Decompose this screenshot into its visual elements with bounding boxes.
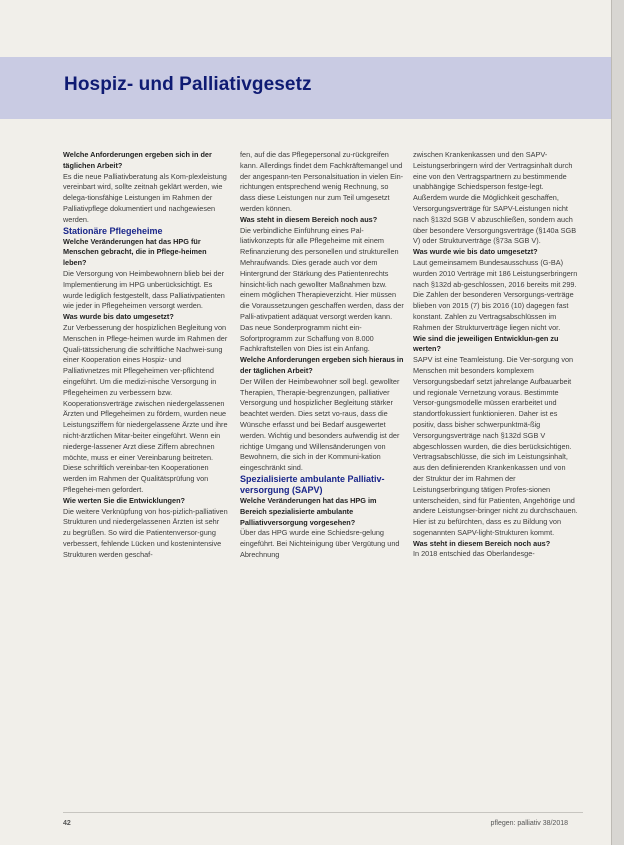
answer-paragraph: Laut gemeinsamem Bundesausschuss (G-BA) wurden 2010 Verträge mit 186 Leistungserbringern nach §132d ab-geschlossen, 2016 bereits mit 299. Die Zahlen der besonderen Versorgungs-verträge blieben von 2015 (7) bis 2016 (10) dagegen fast konstant. Zahlen zu Vertragsabschlüssen im Rahmen der Strukturverträge liegen nicht vor. [413, 257, 578, 332]
answer-paragraph: Die verbindliche Einführung eines Pal-liativkonzepts für alle Pflegeheime mit einem Refinanzierung des personellen und strukturellen Mehraufwands. Dies gerade auch vor dem Hintergrund der Stärkung des Patientenrechts hinsicht-lich nach gewollter Maßnahmen bzw. einem möglichen Therapieverzicht. Hier müssen die Voraussetzungen geschaffen werden, dass der Palli-ativpatient adäquat versorgt werden kann. Das neue Sonderprogramm nicht ein-Sofortprogramm zur Schaffung von 8.000 Fachkraftstellen von Dies ist ein Anfang. [240, 225, 404, 354]
answer-paragraph: fen, auf die das Pflegepersonal zu-rückgreifen kann. Allerdings findet dem Fachkräftemangel und der angespann-ten Personalsituation in vielen Ein-richtungen entsprechend wenig Rechnung, so dass diese Leistungen nur zum Teil umgesetzt werden können. [240, 150, 404, 213]
question-heading: Welche Anforderungen ergeben sich in der täglichen Arbeit? [63, 150, 212, 170]
answer-paragraph: Der Willen der Heimbewohner soll begl. gewollter Therapien, Therapie-begrenzungen, palliativer Versorgung und hospizlicher Begleitung stärker beachtet werden. Dies setzt vo-raus, dass die Wünsche erfasst und bei Bedarf ausgewertet werden. Wichtig und besonders aufwendig ist der richtige Umgang und Willensänderungen von Bewohnern, die sich in der Kommuni-kation eingeschränkt sind. [240, 376, 400, 473]
page-number: 42 [63, 820, 71, 827]
question-heading: Was steht in diesem Bereich noch aus? [413, 538, 551, 548]
question-heading: Was wurde bis dato umgesetzt? [63, 312, 174, 322]
answer-paragraph: Über das HPG wurde eine Schiedsre-gelung eingeführt. Bei Nichteinigung über Vergütung und Abrechnung [240, 528, 400, 559]
question-heading: Wie sind die jeweiligen Entwicklun-gen zu werten? [413, 333, 559, 354]
answer-paragraph: Es die neue Palliativberatung als Kom-plexleistung vereinbart wird, sollte zeitnah geklärt werden, wie delega-tionsfähige Leistungen im Rahmen der Palliativpflege dokumentiert und nachgewiesen werden. [63, 171, 227, 224]
page-edge [611, 0, 624, 845]
answer-paragraph: Zur Verbesserung der hospizlichen Begleitung von Menschen in Pflege-heimen wurde im Rahmen der Quali-tätssicherung die schriftliche Nachwei-sung einer Kooperation eines Hospiz- und Palliativnetzes mit Pflegeheimen ver-pflichtend eingeführt. Um die medizi-nische Versorgung in Pflegeheimen zu verbessern bzw. Kooperationsverträge zwischen niedergelassenen Ärzten und Pflegeheimen zu fördern, wurden neue Leistungsziffern für niedergelassene Ärzte und ihre nicht-ärztlichen Mitar-beiter eingeführt. Wenn ein niederge-lassener Arzt diese Ziffern abrechnen möchte, muss er einer Vereinbarung beitreten. Diese schriftlich vereinbar-ten Kooperationen werden im Rahmen der Qualitätsprüfung von Pflegehei-men gefordert. [63, 322, 228, 494]
question-heading: Welche Veränderungen hat das HPG für Menschen gebracht, die in Pflege-heimen leben? [63, 236, 207, 268]
section-heading: Spezialisierte ambulante Palliativ-versorgung (SAPV) [240, 473, 385, 495]
answer-paragraph: SAPV ist eine Teamleistung. Die Ver-sorgung von Menschen mit besonders komplexem Versorgungsbedarf setzt jahrelange Aufbauarbeit und regionale Vernetzung voraus. Bestimmte Versor-gungsmodelle müssen erarbeitet und standortfokussiert funktionieren. Daher ist es positiv, dass bisher schwerpunktmä-ßig Versorgungsverträge nach §132d SGB V abgeschlossen wurden, die dies berücksichtigen. Vertragsabschlüsse, die sich im Leistungsinhalt, aus den definierenden Krankenkassen und von der Struktur der im Rahmen der Leistungserbringung tätigen Profes-sionen unterscheiden, sind für Patienten, Angehörige und andere Leistungser-bringer nicht zu durchschauen. Hier ist zu befürchten, dass es zu Bildung von sogenannten SAPV-light-Strukturen kommt. [413, 355, 578, 537]
question-heading: Welche Veränderungen hat das HPG im Bereich spezialisierte ambulante Palliativversorgung vorgesehen? [240, 495, 377, 527]
question-heading: Was steht in diesem Bereich noch aus? [240, 214, 378, 224]
answer-paragraph: zwischen Krankenkassen und den SAPV-Leistungserbringern wird der Vertragsinhalt durch eine von den Vertragspartnern zu bestimmende unabhängige Schiedsperson festge-legt. Außerdem wurde die Möglichkeit geschaffen, Versorgungsverträge für SAPV-Leistungen nicht nach §132d SGB V abzuschließen, sondern auch über besondere Versorgungsverträge (§140a SGB V) oder Strukturverträge (§73a SGB V). [413, 150, 577, 246]
question-heading: Welche Anforderungen ergeben sich hieraus in der täglichen Arbeit? [240, 355, 404, 375]
answer-paragraph: Die Versorgung von Heimbewohnern blieb bei der Implementierung im HPG unberücksichtigt. Es wurde lediglich festgestellt, dass Palliativpatienten wie jeder in Pflegeheimen versorgt werden. [63, 268, 225, 311]
question-heading: Was wurde wie bis dato umgesetzt? [413, 247, 538, 257]
text-column-2 [240, 150, 405, 561]
question-heading: Wie werten Sie die Entwicklungen? [63, 495, 185, 505]
text-column-1 [63, 150, 228, 560]
answer-paragraph: Die weitere Verknüpfung von hos-pizlich-palliativen Strukturen und niedergelassenen Ärzten ist sehr zu begrüßen. So wird die Patientenversor-gung verbessert, fehlende Lücken und kostenintensive Strukturen werden geschaf- [63, 506, 228, 559]
text-column-3 [413, 150, 578, 560]
section-heading: Stationäre Pflegeheime [63, 225, 163, 236]
footer-divider [63, 812, 583, 813]
page-title: Hospiz- und Palliativgesetz [64, 74, 312, 95]
magazine-footer: pflegen: palliativ 38/2018 [490, 820, 568, 827]
answer-paragraph: In 2018 entschied das Oberlandesge- [413, 549, 535, 559]
